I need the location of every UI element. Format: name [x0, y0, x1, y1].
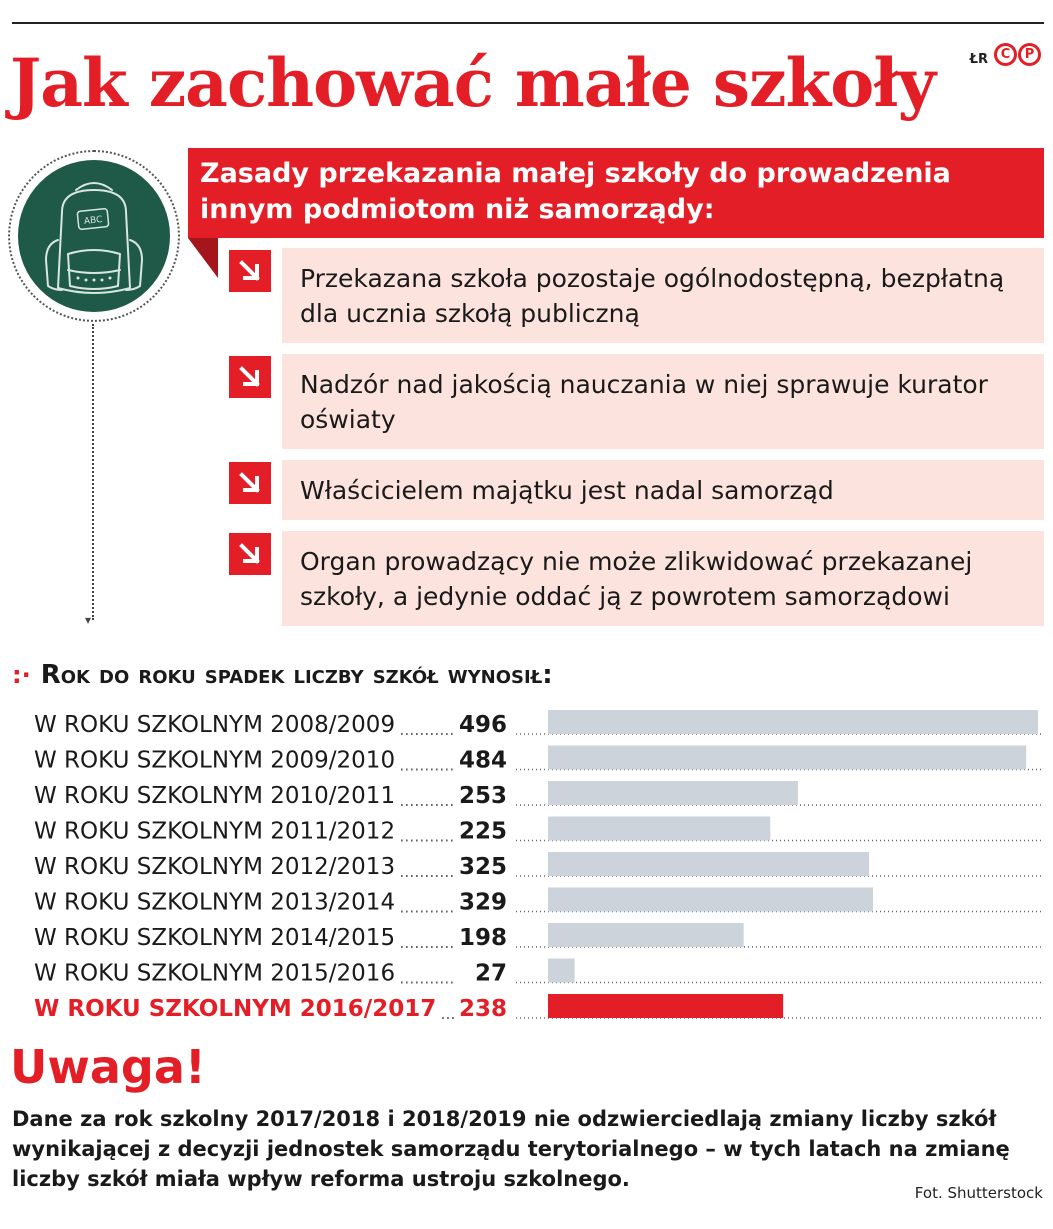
category-label: W ROKU SZKOLNYM 2012/2013 — [34, 854, 396, 880]
bar — [548, 923, 744, 947]
note-title: Uwaga! — [10, 1040, 206, 1094]
bar — [548, 817, 770, 841]
rule-item-2 — [282, 354, 1044, 449]
value-label: 253 — [458, 783, 507, 809]
bar — [548, 781, 798, 805]
bar — [548, 746, 1026, 770]
arrow-down-right-icon — [229, 462, 271, 504]
rules-heading: Zasady przekazania małej szkoły do prowadzenia innym podmiotom niż samorządy: — [188, 148, 1044, 238]
rule-item-text: Przekazana szkoła pozostaje ogólnodostępną, bezpłatną dla ucznia szkołą publiczną — [300, 263, 1005, 328]
credit — [970, 42, 1041, 67]
author-initials: ŁR — [969, 52, 988, 67]
value-label: 198 — [458, 925, 507, 951]
logo-letter-c: C — [994, 43, 1017, 66]
page-title: Jak zachować małe szkoły — [10, 44, 935, 122]
value-label: 238 — [458, 996, 507, 1022]
rule-item-1 — [282, 248, 1044, 343]
note-text: Dane za rok szkolny 2017/2018 i 2018/2019 nie odzwierciedlają zmiany liczby szkół wynikającej z decyzji jednostek samorządu terytorialnego – w tych latach na zmianę liczby szkół miała wpływ reforma ustroju szkolnego. — [12, 1107, 1010, 1191]
category-label: W ROKU SZKOLNYM 2008/2009 — [34, 712, 396, 738]
publisher-logo — [994, 43, 1041, 66]
photo-credit: Fot. Shutterstock — [914, 1184, 1043, 1202]
arrow-down-right-icon — [229, 533, 271, 575]
bar — [548, 994, 783, 1018]
chart-title — [12, 660, 553, 690]
category-label: W ROKU SZKOLNYM 2011/2012 — [34, 818, 396, 845]
timeline-arrow-icon: ▾ — [85, 613, 92, 627]
rules-heading-fold — [188, 238, 218, 278]
rule-item-text: Właścicielem majątku jest nadal samorząd — [300, 475, 834, 505]
backpack-icon — [18, 160, 170, 312]
value-label: 496 — [458, 712, 507, 738]
timeline-line — [92, 324, 94, 620]
rule-item-4 — [282, 531, 1044, 626]
value-label: 27 — [474, 960, 507, 987]
bar — [548, 888, 873, 912]
chart-title-text: Rok do roku spadek liczby szkół wynosił: — [40, 660, 553, 690]
category-label: W ROKU SZKOLNYM 2013/2014 — [34, 889, 396, 916]
rule-item-text: Nadzór nad jakością nauczania w niej sprawuje kurator oświaty — [300, 369, 988, 434]
arrow-down-right-icon — [229, 356, 271, 398]
value-label: 329 — [458, 889, 507, 916]
category-label: W ROKU SZKOLNYM 2016/2017 — [34, 996, 437, 1022]
bar — [548, 710, 1038, 734]
value-label: 325 — [458, 854, 507, 880]
backpack-label: ABC — [83, 215, 103, 227]
bar — [548, 959, 575, 983]
rule-item-text: Organ prowadzący nie może zlikwidować przekazanej szkoły, a jedynie oddać ją z powrotem samorządowi — [300, 546, 973, 611]
arrow-down-right-icon — [229, 250, 271, 292]
category-label: W ROKU SZKOLNYM 2015/2016 — [34, 960, 396, 987]
backpack-badge — [8, 150, 180, 322]
value-label: 484 — [458, 747, 507, 774]
top-rule — [12, 22, 1044, 24]
category-label: W ROKU SZKOLNYM 2014/2015 — [34, 925, 396, 951]
dots-icon: :· — [12, 661, 31, 689]
bar — [548, 852, 869, 876]
value-label: 225 — [458, 818, 507, 845]
category-label: W ROKU SZKOLNYM 2010/2011 — [34, 783, 396, 809]
category-label: W ROKU SZKOLNYM 2009/2010 — [34, 747, 396, 774]
rule-item-3 — [282, 460, 1044, 520]
logo-letter-p: P — [1018, 43, 1041, 66]
bar-chart — [0, 700, 1053, 1030]
